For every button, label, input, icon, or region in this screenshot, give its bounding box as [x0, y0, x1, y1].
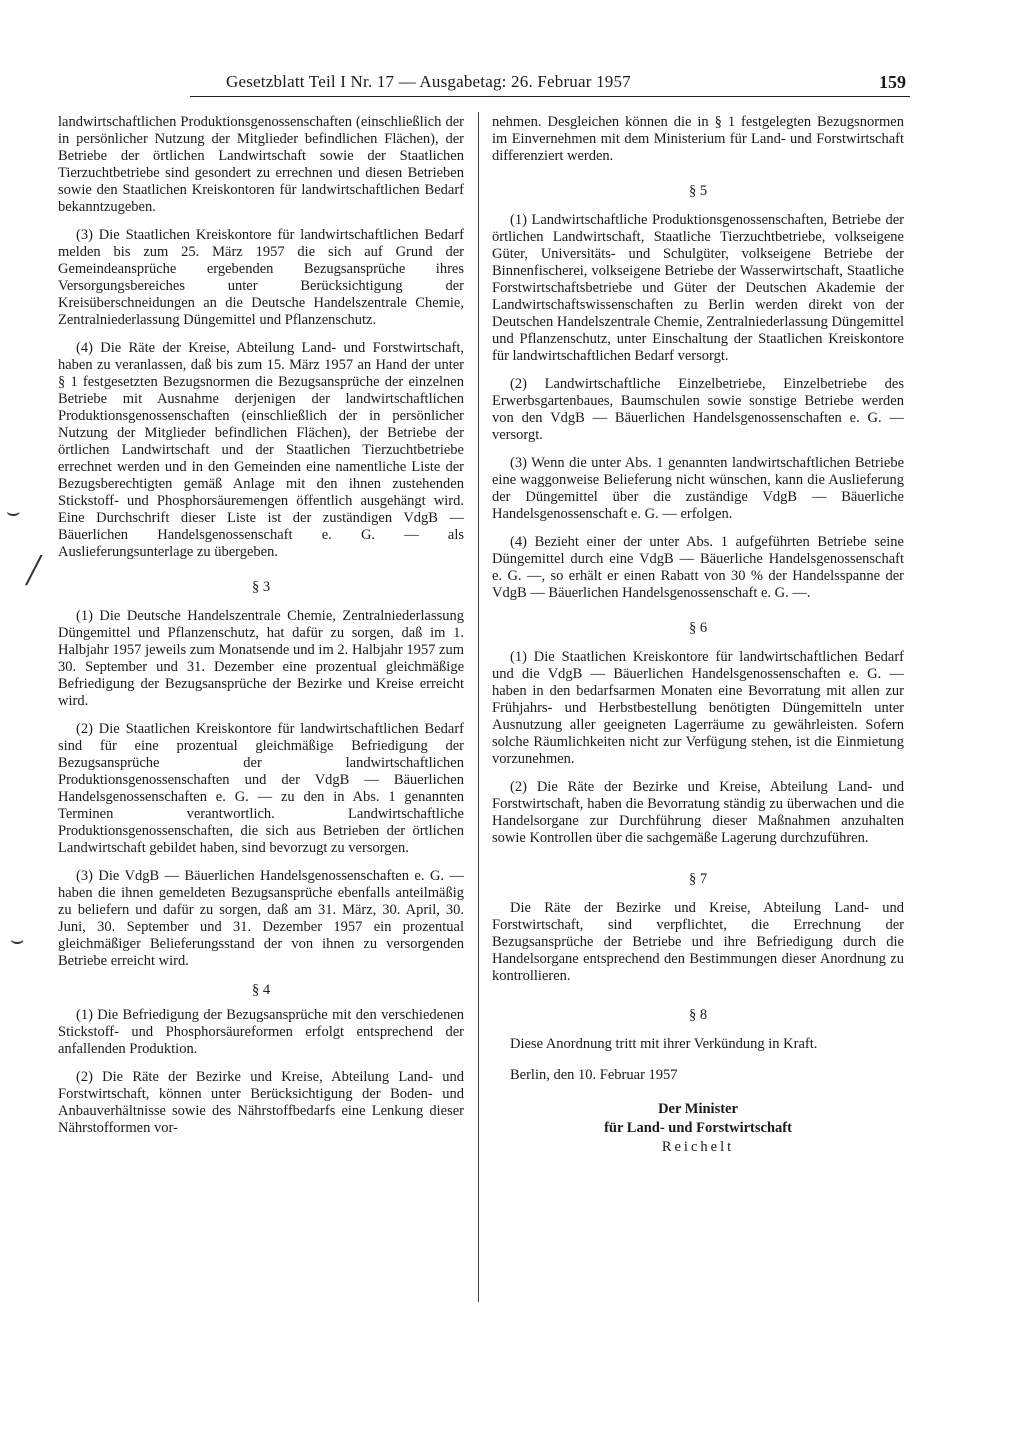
signature-name: Reichelt: [661, 1139, 735, 1155]
paragraph-4-1: (1) Die Befriedigung der Bezugsansprüche mit den verschiedenen Stickstoff- und Phosphorsäureformen erfolgt entsprechend der anfallenden Produktion.: [58, 1007, 464, 1057]
paragraph-5-4: (4) Bezieht einer der unter Abs. 1 aufgeführten Betriebe seine Düngemittel durch eine VdgB — Bäuerliche Handelsgenossenschaft e. G. —, so erhält er einen Rabatt von 30 % der Handelsspanne der VdgB — Bäuerlichen Handelsgenossenschaft e. G. —.: [492, 534, 904, 601]
paragraph-7: Die Räte der Bezirke und Kreise, Abteilung Land- und Forstwirtschaft, sind verpflichtet, die Errechnung der Bezugsansprüche der Betriebe und ihre Befriedigung durch die Handelsorgane entsprechend den Bestimmungen dieser Anordnung zu kontrollieren.: [492, 900, 904, 984]
paragraph-2-3: (3) Die Staatlichen Kreiskontore für landwirtschaftlichen Bedarf melden bis zum 25. März 1957 die sich auf Grund der Gemeindeansprüche ergebenden Bezugsansprüche ihres Versorgungsbereiches unter Berücksichtigung der Kreisüberschneidungen an die Deutsche Handelszentrale Chemie, Zentralniederlassung Düngemittel und Pflanzenschutz.: [58, 227, 464, 328]
paragraph: landwirtschaftlichen Produktionsgenossenschaften (einschließlich der in persönlicher Nutzung der Mitglieder befindlichen Flächen), der Betriebe der örtlichen Landwirtschaft sowie der Staatlichen Tierzuchtbetriebe sind gesondert zu errechnen und diesen Betrieben sowie den Staatlichen Kreiskontoren für landwirtschaftlichen Bedarf bekanntzugeben.: [58, 114, 464, 215]
paragraph-8: Diese Anordnung tritt mit ihrer Verkündung in Kraft.: [510, 1036, 818, 1052]
right-column: [492, 114, 904, 1157]
section-heading-8: § 8: [688, 1007, 708, 1023]
signature-block: [492, 1100, 904, 1157]
left-column: [58, 114, 464, 1148]
signature-ministry: für Land- und Forstwirtschaft: [604, 1120, 792, 1136]
margin-tick-mark: ⌣: [6, 500, 21, 525]
paragraph-4-2: (2) Die Räte der Bezirke und Kreise, Abteilung Land- und Forstwirtschaft, können unter Berücksichtigung der Boden- und Anbauverhältnisse sowie des Nährstoffbedarfs eine Lenkung dieser Nährstofformen vor-: [58, 1069, 464, 1136]
header-title: Gesetzblatt Teil I Nr. 17 — Ausgabetag: 26. Februar 1957: [226, 72, 631, 91]
page-number: 159: [879, 72, 906, 92]
margin-slash-mark: ╱: [26, 556, 42, 586]
page-header: [190, 72, 910, 97]
signature-title: Der Minister: [658, 1101, 738, 1117]
paragraph-3-3: (3) Die VdgB — Bäuerlichen Handelsgenossenschaften e. G. — haben die ihnen gemeldeten Bezugsansprüche ebenfalls anteilmäßig zu beliefern und dafür zu sorgen, daß am 31. März, 30. April, 30. Juni, 30. September und 31. Dezember 1957 ein prozentual gleichmäßiger Belieferungsstand der von ihnen zu versorgenden Betriebe erreicht wird.: [58, 868, 464, 969]
section-heading-7: § 7: [688, 871, 708, 887]
paragraph-6-1: (1) Die Staatlichen Kreiskontore für landwirtschaftlichen Bedarf und die VdgB — Bäuerlichen Handelsgenossenschaften e. G. — haben in den bedarfsarmen Monaten eine Bevorratung mit allen zur Frühjahrs- und Herbstbestellung benötigten Düngemitteln unter Ausnutzung aller geeigneten Lagerräume zu gewährleisten. Sofern solche Räumlichkeiten nicht zur Verfügung stehen, ist die Einmietung vorzunehmen.: [492, 649, 904, 767]
column-divider: [478, 112, 479, 1302]
place-date: Berlin, den 10. Februar 1957: [510, 1067, 678, 1083]
section-heading-3: § 3: [251, 579, 271, 595]
paragraph-3-1: (1) Die Deutsche Handelszentrale Chemie, Zentralniederlassung Düngemittel und Pflanzenschutz, hat dafür zu sorgen, daß im 1. Halbjahr 1957 jeweils zum Monatsende und im 2. Halbjahr 1957 zum 30. September und 31. Dezember eine prozentual gleichmäßige Befriedigung der Bezugsansprüche der Bezirke und Kreise erreicht wird.: [58, 608, 464, 709]
paragraph-5-1: (1) Landwirtschaftliche Produktionsgenossenschaften, Betriebe der örtlichen Landwirtschaft, Staatliche Tierzuchtbetriebe, volkseigene Güter, Universitäts- und Schulgüter, volkseigene Betriebe der Binnenfischerei, volkseigene Betriebe der Wasserwirtschaft, Staatliche Forstwirtschaftsbetriebe und Güter der Deutschen Akademie der Landwirtschaftswissenschaften zu Berlin werden direkt von der Deutschen Handelszentrale Chemie, Zentralniederlassung Düngemittel und Pflanzenschutz, unter Einschaltung der Staatlichen Kreiskontore für landwirtschaftlichen Bedarf versorgt.: [492, 212, 904, 364]
margin-tick-mark: ⌣: [10, 928, 25, 953]
paragraph-5-3: (3) Wenn die unter Abs. 1 genannten landwirtschaftlichen Betriebe eine waggonweise Belieferung nicht wünschen, kann die Auslieferung der Düngemittel über die zuständige VdgB — Bäuerliche Handelsgenossenschaft e. G. — erfolgen.: [492, 455, 904, 522]
section-heading-6: § 6: [688, 620, 708, 636]
section-heading-5: § 5: [688, 183, 708, 199]
paragraph-3-2: (2) Die Staatlichen Kreiskontore für landwirtschaftlichen Bedarf sind für eine prozentual gleichmäßige Befriedigung der Bezugsansprüche der landwirtschaftlichen Produktionsgenossenschaften und der VdgB — Bäuerlichen Handelsgenossenschaften e. G. — zu den in Abs. 1 genannten Terminen verantwortlich. Landwirtschaftliche Produktionsgenossenschaften, die sich aus Betrieben der örtlichen Landwirtschaft gebildet haben, sind bevorzugt zu versorgen.: [58, 721, 464, 856]
paragraph: nehmen. Desgleichen können die in § 1 festgelegten Bezugsnormen im Einvernehmen mit dem Ministerium für Land- und Forstwirtschaft differenziert werden.: [492, 114, 904, 164]
paragraph-5-2: (2) Landwirtschaftliche Einzelbetriebe, Einzelbetriebe des Erwerbsgartenbaues, Baumschulen sowie sonstige Betriebe werden von den VdgB — Bäuerlichen Handelsgenossenschaften e. G. — versorgt.: [492, 376, 904, 443]
paragraph-2-4: (4) Die Räte der Kreise, Abteilung Land- und Forstwirtschaft, haben zu veranlassen, daß bis zum 15. März 1957 an Hand der unter § 1 festgesetzten Bezugsnormen die Bezugsansprüche der einzelnen Betriebe mit Ausnahme derjenigen der landwirtschaftlichen Produktionsgenossenschaften (einschließlich der in persönlicher Nutzung der Mitglieder befindlichen Flächen), der Betriebe der örtlichen Landwirtschaft und der Staatlichen Tierzuchtbetriebe errechnet werden und in den Gemeinden eine namentliche Liste der Bezugsberechtigten gemäß Anlage mit den ihnen zustehenden Stickstoff- und Phosphorsäuremengen öffentlich ausgehängt wird. Eine Durchschrift dieser Liste ist der zuständigen VdgB — Bäuerlichen Handelsgenossenschaft e. G. — als Auslieferungsunterlage zu übergeben.: [58, 340, 464, 560]
section-heading-4: § 4: [251, 982, 271, 998]
paragraph-6-2: (2) Die Räte der Bezirke und Kreise, Abteilung Land- und Forstwirtschaft, haben die Bevorratung ständig zu überwachen und die Handelsorgane zur Durchführung dieser Maßnahmen anzuhalten sowie Kontrollen über die sachgemäße Lagerung durchzuführen.: [492, 779, 904, 846]
